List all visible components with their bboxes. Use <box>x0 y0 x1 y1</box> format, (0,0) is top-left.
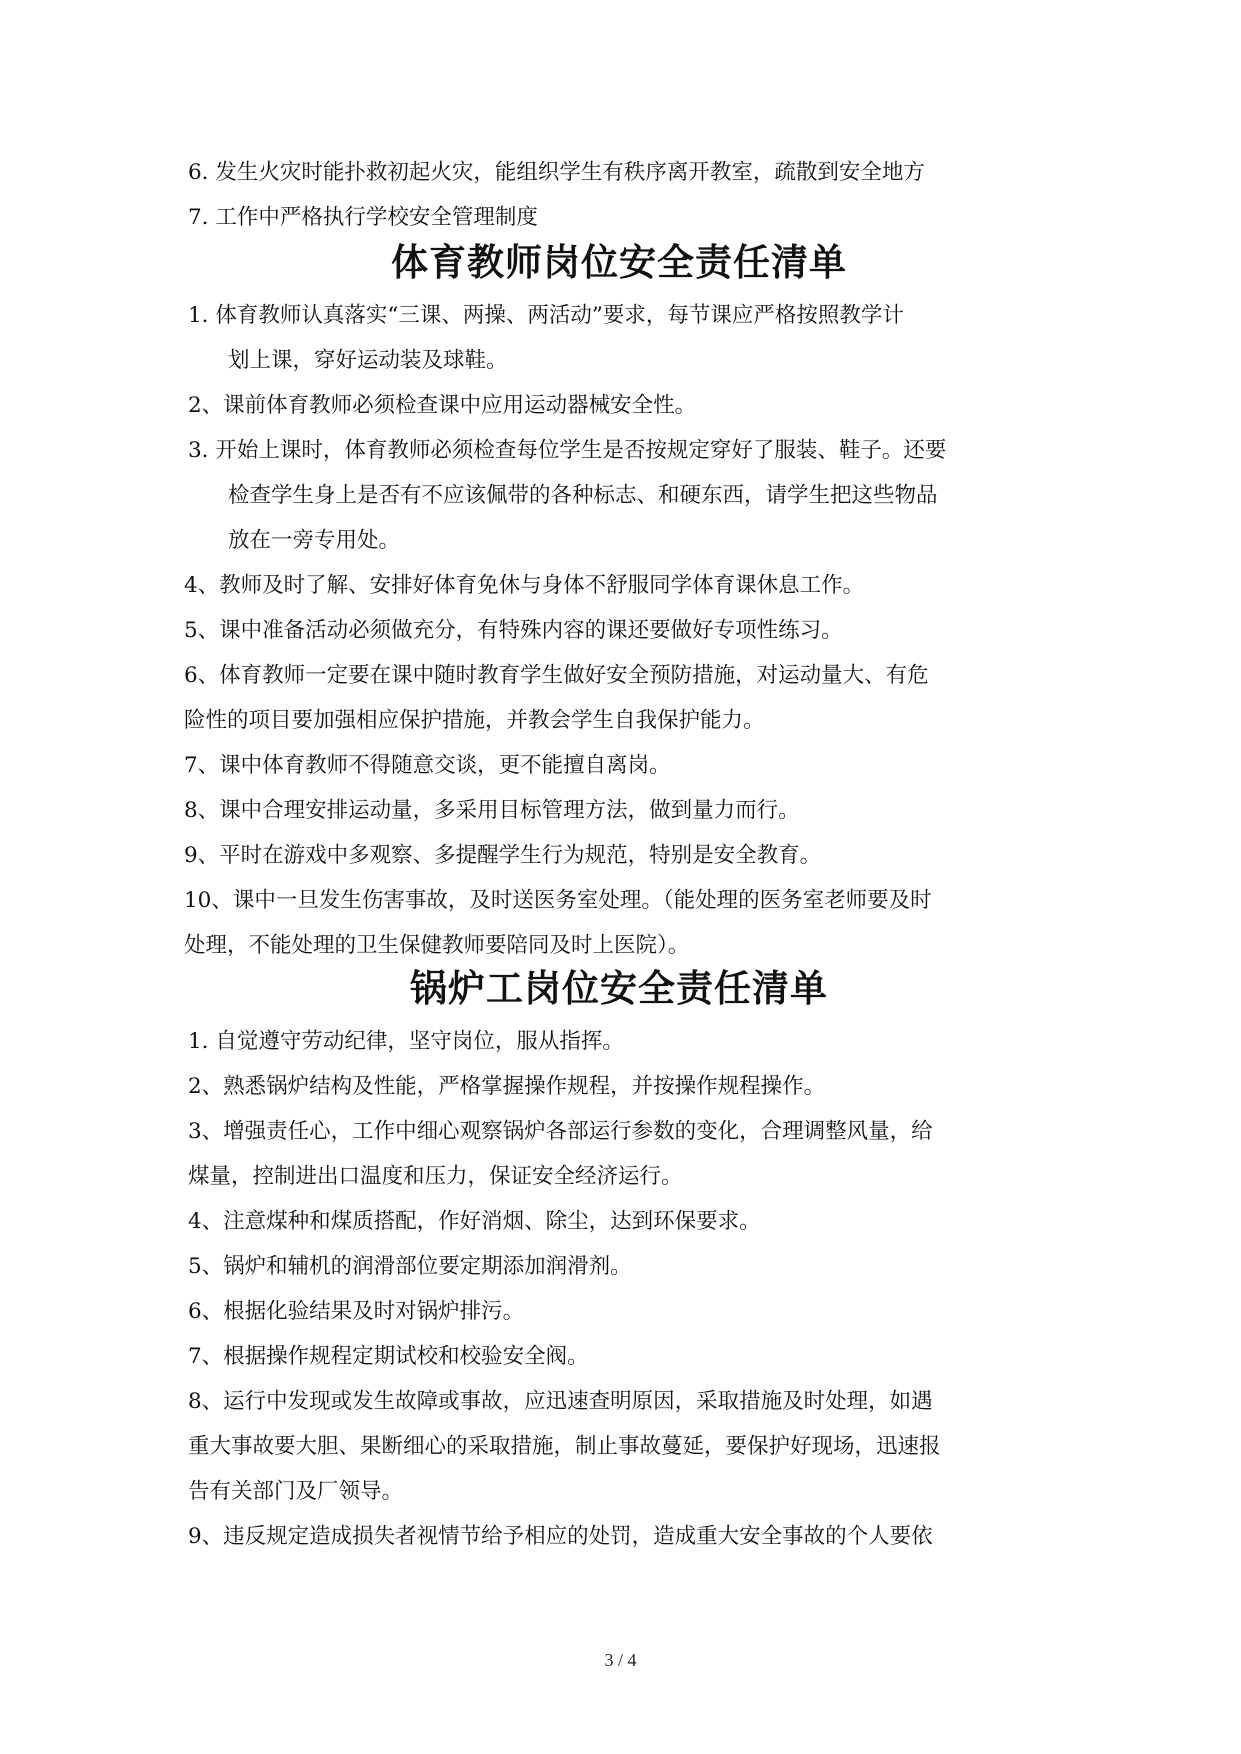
boiler-item-4: 4、注意煤种和煤质搭配，作好消烟、除尘，达到环保要求。 <box>188 1209 761 1234</box>
boiler-item-3-line-1: 3、增强责任心，工作中细心观察锅炉各部运行参数的变化，合理调整风量，给 <box>188 1119 933 1144</box>
pe-item-3 <box>184 436 1054 556</box>
pe-item-10-line-1: 10、课中一旦发生伤害事故，及时送医务室处理。（能处理的医务室老师要及时 <box>184 888 932 913</box>
pe-item-1-line-1: 1. 体育教师认真落实“三课、两操、两活动”要求，每节课应严格按照教学计 <box>188 303 904 328</box>
boiler-item-8-line-3: 告有关部门及厂领导。 <box>188 1479 404 1504</box>
boiler-item-1: 1. 自觉遵守劳动纪律，坚守岗位，服从指挥。 <box>188 1029 624 1054</box>
pe-item-6-line-2: 险性的项目要加强相应保护措施，并教会学生自我保护能力。 <box>184 708 765 733</box>
pe-item-6 <box>184 661 1054 736</box>
pe-item-6-line-1: 6、体育教师一定要在课中随时教育学生做好安全预防措施，对运动量大、有危 <box>184 663 929 688</box>
pe-item-1 <box>184 301 1054 376</box>
pe-item-3-line-2: 检查学生身上是否有不应该佩带的各种标志、和硬东西，请学生把这些物品 <box>228 483 938 508</box>
boiler-item-6: 6、根据化验结果及时对锅炉排污。 <box>188 1299 525 1324</box>
pe-item-5: 5、课中准备活动必须做充分，有特殊内容的课还要做好专项性练习。 <box>184 618 843 643</box>
intro-item-6: 6. 发生火灾时能扑救初起火灾，能组织学生有秩序离开教室，疏散到安全地方 <box>188 160 925 185</box>
boiler-item-3 <box>184 1117 1054 1192</box>
pe-item-10-line-2: 处理，不能处理的卫生保健教师要陪同及时上医院）。 <box>184 933 690 958</box>
pe-item-4: 4、教师及时了解、安排好体育免休与身体不舒服同学体育课休息工作。 <box>184 573 865 598</box>
boiler-section-title: 锅炉工岗位安全责任清单 <box>410 967 828 1010</box>
pe-item-3-line-3: 放在一旁专用处。 <box>228 528 401 553</box>
intro-item-7: 7. 工作中严格执行学校安全管理制度 <box>188 205 538 230</box>
pe-item-9: 9、平时在游戏中多观察、多提醒学生行为规范，特别是安全教育。 <box>184 843 822 868</box>
pe-item-3-line-1: 3. 开始上课时，体育教师必须检查每位学生是否按规定穿好了服装、鞋子。还要 <box>188 438 947 463</box>
pe-item-2: 2、课前体育教师必须检查课中应用运动器械安全性。 <box>188 393 697 418</box>
boiler-item-5: 5、锅炉和辅机的润滑部位要定期添加润滑剂。 <box>188 1254 632 1279</box>
boiler-item-7: 7、根据操作规程定期试校和校验安全阀。 <box>188 1344 589 1369</box>
pe-item-1-line-2: 划上课，穿好运动装及球鞋。 <box>228 348 508 373</box>
pe-teacher-section-title: 体育教师岗位安全责任清单 <box>391 241 847 284</box>
boiler-item-8 <box>184 1387 1054 1507</box>
boiler-item-2: 2、熟悉锅炉结构及性能，严格掌握操作规程，并按操作规程操作。 <box>188 1074 826 1099</box>
document-body <box>184 158 1054 1567</box>
boiler-item-9-line-1: 9、违反规定造成损失者视情节给予相应的处罚，造成重大安全事故的个人要依 <box>188 1524 933 1549</box>
boiler-item-3-line-2: 煤量，控制进出口温度和压力，保证安全经济运行。 <box>188 1164 683 1189</box>
page-number: 3 / 4 <box>604 1650 637 1670</box>
boiler-item-8-line-2: 重大事故要大胆、果断细心的采取措施，制止事故蔓延，要保护好现场，迅速报 <box>188 1434 941 1459</box>
pe-item-10 <box>184 886 1054 961</box>
boiler-item-8-line-1: 8、运行中发现或发生故障或事故，应迅速查明原因，采取措施及时处理，如遇 <box>188 1389 933 1414</box>
pe-item-8: 8、课中合理安排运动量，多采用目标管理方法，做到量力而行。 <box>184 798 800 823</box>
pe-item-7: 7、课中体育教师不得随意交谈，更不能擅自离岗。 <box>184 753 671 778</box>
